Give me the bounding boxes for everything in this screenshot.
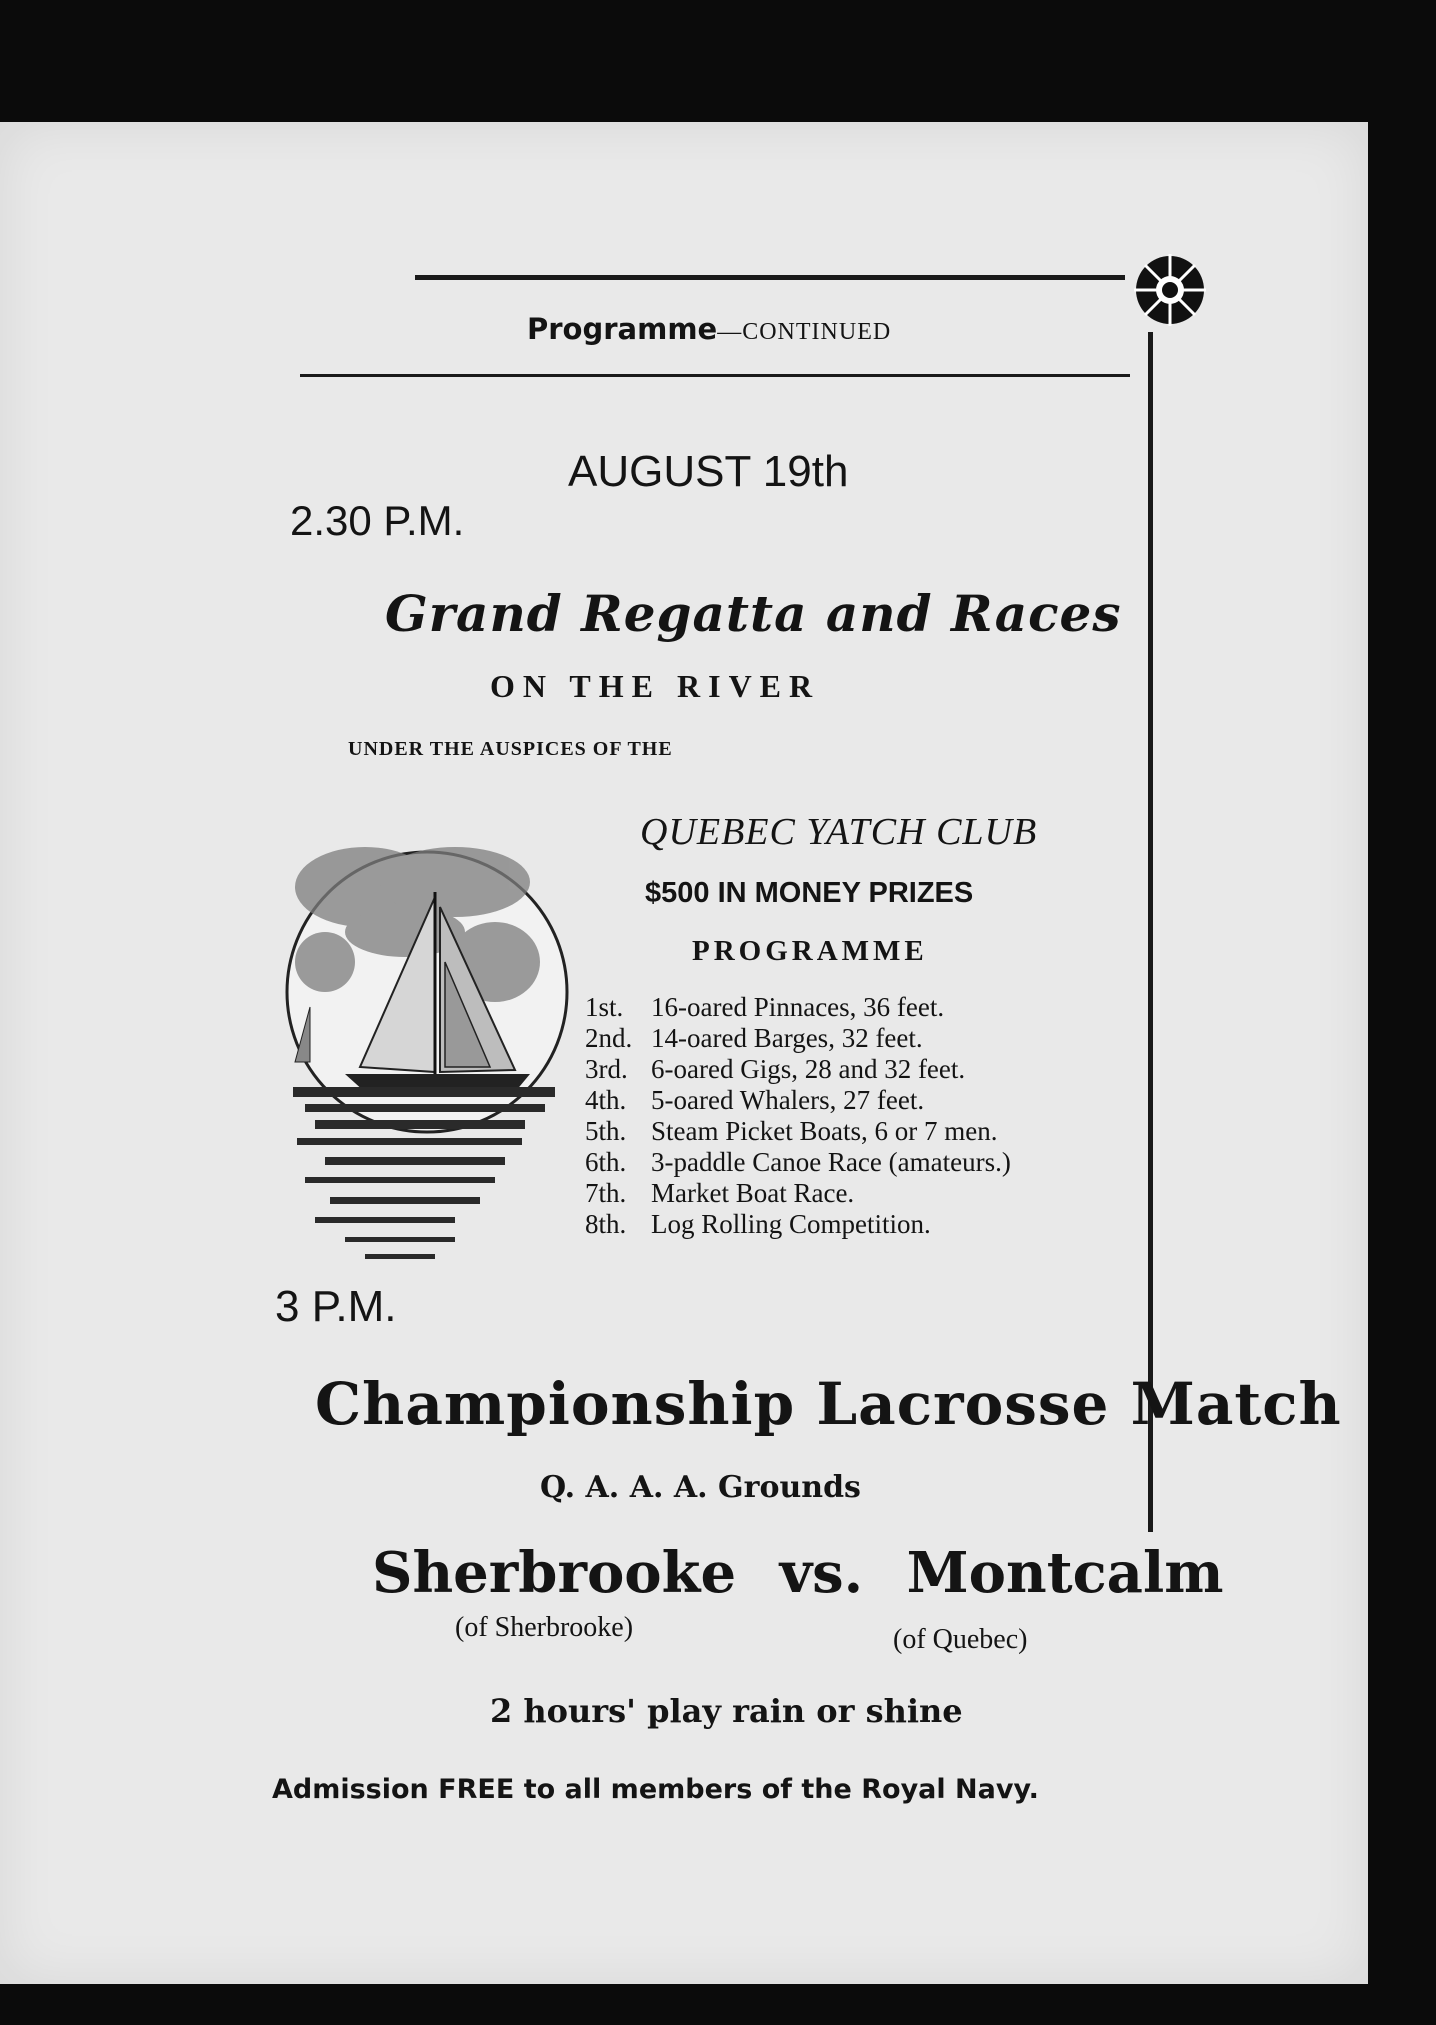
race-description: 6-oared Gigs, 28 and 32 feet.	[651, 1054, 966, 1084]
race-description: 16-oared Pinnaces, 36 feet.	[651, 992, 945, 1022]
event2-time: 3 P.M.	[275, 1282, 397, 1331]
race-description: Steam Picket Boats, 6 or 7 men.	[651, 1116, 998, 1146]
race-ordinal: 1st.	[585, 992, 624, 1022]
race-ordinal: 6th.	[585, 1147, 627, 1177]
right-vertical-rule	[1148, 332, 1153, 1532]
race-item	[585, 1116, 997, 1147]
event1-title: Grand Regatta and Races	[385, 584, 1122, 643]
event1-time: 2.30 P.M.	[290, 497, 465, 544]
ornament-icon	[1128, 248, 1212, 332]
document-page	[0, 122, 1368, 1984]
event2-teams	[372, 1540, 1224, 1606]
event-date: AUGUST 19th	[568, 447, 849, 496]
top-rule	[415, 275, 1125, 280]
page-header	[527, 312, 891, 346]
header-title-bold: Programme	[527, 312, 718, 346]
admission-notice: Admission FREE to all members of the Royal Navy.	[272, 1774, 1039, 1805]
race-item	[585, 1147, 1011, 1178]
header-title-rest: —CONTINUED	[717, 319, 892, 345]
race-item	[585, 1054, 965, 1085]
race-ordinal: 4th.	[585, 1085, 627, 1115]
team1-name: Sherbrooke	[372, 1540, 737, 1606]
race-ordinal: 7th.	[585, 1178, 627, 1208]
team2-origin: (of Quebec)	[893, 1624, 1028, 1655]
event1-subtitle: ON THE RIVER	[490, 668, 821, 704]
event1-club: QUEBEC YATCH CLUB	[640, 811, 1038, 853]
race-description: 14-oared Barges, 32 feet.	[651, 1023, 923, 1053]
race-description: Market Boat Race.	[651, 1178, 855, 1208]
team1-origin: (of Sherbrooke)	[455, 1612, 634, 1643]
race-ordinal: 3rd.	[585, 1054, 628, 1084]
race-item	[585, 1209, 931, 1240]
event1-auspices: UNDER THE AUSPICES OF THE	[348, 738, 673, 760]
event1-programme-heading: PROGRAMME	[692, 935, 928, 967]
team2-name: Montcalm	[906, 1540, 1224, 1606]
sailing-ship-illustration	[285, 812, 570, 1362]
race-item	[585, 1178, 854, 1209]
race-item	[585, 1085, 924, 1116]
race-description: 3-paddle Canoe Race (amateurs.)	[651, 1147, 1011, 1177]
race-ordinal: 5th.	[585, 1116, 627, 1146]
event2-title: Championship Lacrosse Match	[315, 1370, 1342, 1438]
event2-venue: Q. A. A. A. Grounds	[540, 1470, 861, 1505]
race-ordinal: 8th.	[585, 1209, 627, 1239]
header-underline	[300, 374, 1130, 377]
versus-label: vs.	[779, 1540, 864, 1606]
event2-duration: 2 hours' play rain or shine	[490, 1692, 963, 1730]
race-item	[585, 992, 944, 1023]
race-ordinal: 2nd.	[585, 1023, 633, 1053]
race-description: Log Rolling Competition.	[651, 1209, 931, 1239]
event1-prizes: $500 IN MONEY PRIZES	[645, 877, 974, 909]
race-description: 5-oared Whalers, 27 feet.	[651, 1085, 925, 1115]
race-item	[585, 1023, 923, 1054]
